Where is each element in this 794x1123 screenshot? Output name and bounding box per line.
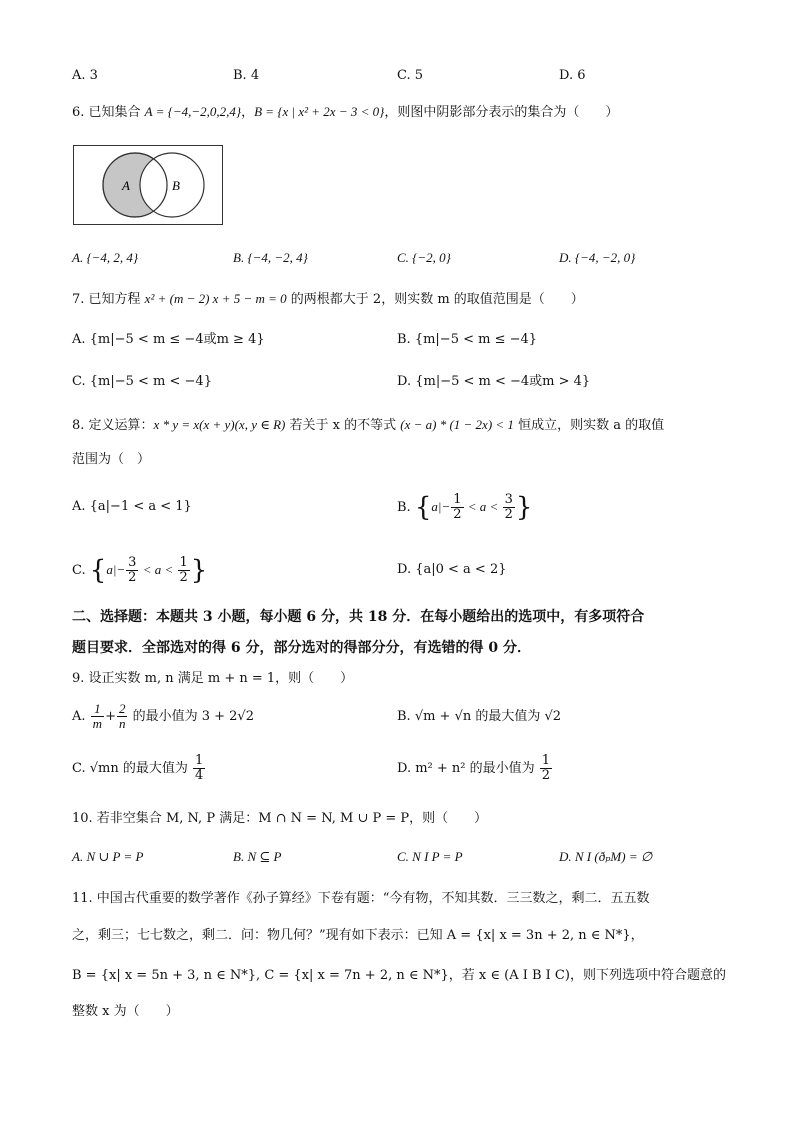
q8-option-b-mid: < a < (464, 499, 502, 514)
frac-numerator: 1 (541, 753, 551, 768)
q6-option-c: C. {−2, 0} (397, 250, 451, 265)
q6-set-a: A = {−4,−2,0,2,4} (144, 104, 242, 119)
q7-equation: x² + (m − 2) x + 5 − m = 0 (144, 291, 287, 306)
section2-header-line1: 二、选择题：本题共 3 小题，每小题 6 分，共 18 分．在每小题给出的选项中，有多项符合 (72, 609, 645, 625)
frac-denominator: 2 (541, 768, 551, 783)
frac-denominator: 2 (128, 570, 137, 585)
q9-option-c-text: C. √mn 的最大值为 (72, 761, 188, 776)
q11-line1: 11. 中国古代重要的数学著作《孙子算经》下卷有题：“今有物，不知其数．三三数之，剩二．五五数 (72, 891, 650, 906)
brace-left-icon: { (89, 555, 107, 586)
venn-svg (74, 146, 222, 224)
q8-option-b-frac2 (503, 493, 515, 522)
q6-option-a: A. {−4, 2, 4} (72, 250, 139, 265)
q9-option-b: B. √m + √n 的最大值为 √2 (397, 709, 562, 724)
q7-option-d: D. {m|−5 < m < −4或m > 4} (397, 374, 591, 389)
q9-option-a-plus: + (105, 709, 116, 724)
q8-definition: x * y = x(x + y)(x, y ∈ R) (153, 417, 286, 432)
q11-line2: 之，剩三；七七数之，剩二．问：物几何？”现有如下表示：已知 A = {x| x = 3n + 2, n ∈ N*}， (72, 928, 644, 943)
q8-option-b-prefix: B. (397, 500, 411, 515)
q5-option-a: A. 3 (72, 68, 98, 83)
q5-option-b: B. 4 (233, 68, 260, 83)
q9-option-d (397, 749, 553, 789)
q8-stem-prefix: 8. 定义运算： (72, 418, 154, 433)
q8-stem-suffix: 恒成立，则实数 a 的取值 (513, 418, 665, 433)
q6-stem-prefix: 6. 已知集合 (72, 105, 145, 120)
q8-option-c (72, 550, 207, 591)
venn-label-b: B (172, 178, 180, 193)
q7-option-a: A. {m|−5 < m ≤ −4或m ≥ 4} (72, 332, 265, 347)
q10-option-d: D. N I (ðₚM) = ∅ (559, 849, 653, 864)
q8-option-d: D. {a|0 < a < 2} (397, 562, 507, 577)
q6-option-d: D. {−4, −2, 0} (559, 250, 636, 265)
q8-option-c-mid: < a < (139, 562, 177, 577)
q6-stem-suffix: ，则图中阴影部分表示的集合为（ ） (384, 105, 619, 120)
brace-left-icon: { (414, 492, 432, 523)
q8-option-c-prefix: C. (72, 563, 86, 578)
q6-sep: ， (241, 105, 255, 120)
frac-numerator: 2 (118, 701, 126, 716)
venn-label-a: A (122, 178, 130, 193)
q9-option-c-frac (193, 754, 205, 783)
frac-denominator: 2 (453, 507, 462, 522)
q9-option-d-frac (540, 754, 552, 783)
frac-denominator: 2 (504, 507, 513, 522)
q9-option-c (72, 749, 206, 789)
frac-numerator: 1 (91, 702, 104, 717)
frac-numerator: 3 (128, 555, 137, 570)
q8-option-b-left: a|− (431, 499, 451, 514)
q8-stem-line2: 范围为（ ） (72, 452, 151, 467)
q11-line3: B = {x| x = 5n + 3, n ∈ N*}, C = {x| x = 7n + 2, n ∈ N*}，若 x ∈ (A I B I C)，则下列选项中符合题意的 (72, 968, 726, 983)
q7-stem-suffix: 的两根都大于 2，则实数 m 的取值范围是（ ） (286, 292, 584, 307)
q8-option-b (397, 487, 532, 528)
q8-option-c-left: a|− (106, 562, 126, 577)
frac-numerator: 1 (195, 753, 204, 768)
q8-stem-line1 (72, 415, 664, 436)
q8-option-c-frac1 (126, 556, 138, 585)
q7-option-c: C. {m|−5 < m < −4} (72, 374, 212, 389)
q9-option-a-frac1 (91, 702, 104, 731)
section2-header-line2: 题目要求．全部选对的得 6 分，部分选对的得部分分，有选错的得 0 分． (72, 640, 531, 656)
q10-option-c: C. N I P = P (397, 849, 463, 864)
frac-denominator: n (118, 716, 126, 731)
q6-option-b: B. {−4, −2, 4} (233, 250, 308, 265)
q8-option-b-frac1 (451, 493, 463, 522)
q10-option-b: B. N ⊆ P (233, 849, 282, 864)
q9-option-a-suffix: 的最小值为 3 + 2√2 (128, 709, 254, 724)
q9-option-a (72, 697, 254, 737)
venn-diagram (73, 145, 223, 225)
frac-numerator: 1 (453, 492, 462, 507)
frac-denominator: 4 (195, 768, 204, 783)
q9-option-a-prefix: A. (72, 709, 86, 724)
brace-right-icon: } (190, 555, 208, 586)
q10-stem: 10. 若非空集合 M, N, P 满足：M ∩ N = N, M ∪ P = P，则（ ） (72, 811, 488, 826)
frac-denominator: 2 (179, 570, 188, 585)
frac-denominator: m (92, 716, 103, 731)
q11-line4: 整数 x 为（ ） (72, 1004, 179, 1019)
q7-stem-prefix: 7. 已知方程 (72, 292, 145, 307)
brace-right-icon: } (515, 492, 533, 523)
q9-option-a-frac2 (117, 702, 128, 731)
q5-option-d: D. 6 (559, 68, 586, 83)
q6-set-b: B = {x | x² + 2x − 3 < 0} (254, 104, 385, 119)
q10-option-a: A. N ∪ P = P (72, 849, 144, 864)
q7-option-b: B. {m|−5 < m ≤ −4} (397, 332, 538, 347)
q7-stem (72, 289, 584, 310)
q9-stem: 9. 设正实数 m, n 满足 m + n = 1，则（ ） (72, 671, 354, 686)
q8-stem-mid: 若关于 x 的不等式 (285, 418, 401, 433)
q8-option-c-frac2 (178, 556, 190, 585)
q9-option-d-text: D. m² + n² 的最小值为 (397, 761, 535, 776)
q6-stem (72, 102, 618, 123)
frac-numerator: 1 (179, 555, 188, 570)
q8-inequality: (x − a) * (1 − 2x) < 1 (400, 417, 514, 432)
q5-option-c: C. 5 (397, 68, 424, 83)
frac-numerator: 3 (504, 492, 513, 507)
q8-option-a: A. {a|−1 < a < 1} (72, 499, 192, 514)
